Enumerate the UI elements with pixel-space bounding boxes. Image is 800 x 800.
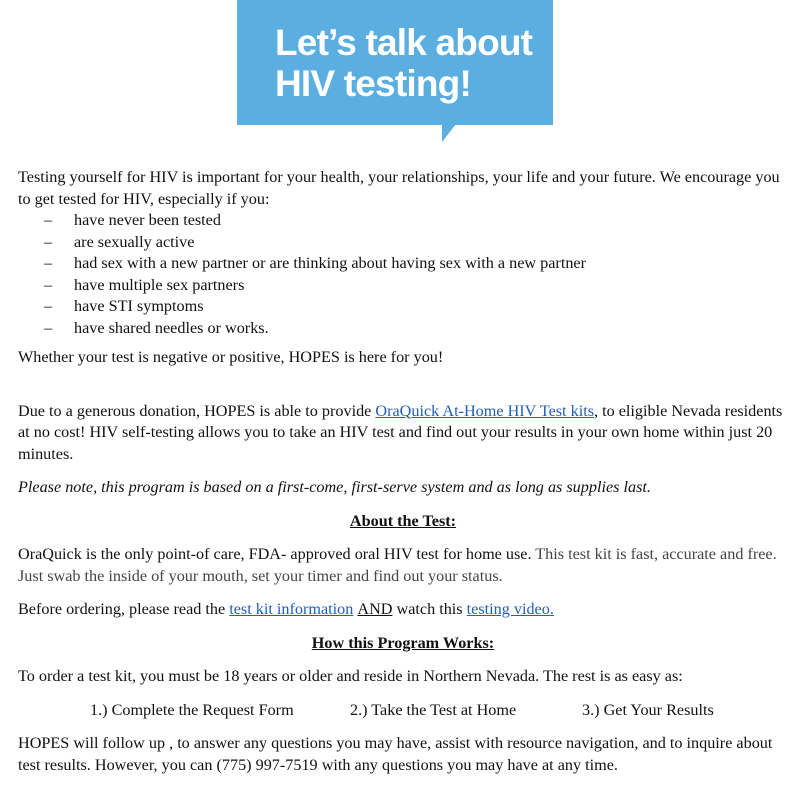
risk-list-item: – had sex with a new partner or are thinking about having sex with a new partner: [18, 253, 788, 275]
risk-list-item: – have multiple sex partners: [18, 275, 788, 297]
dash-bullet-icon: –: [44, 297, 53, 315]
support-statement: Whether your test is negative or positive, HOPES is here for you!: [18, 348, 444, 366]
oraquick-kits-link[interactable]: OraQuick At-Home HIV Test kits: [375, 401, 594, 420]
risk-list-item: – have shared needles or works.: [18, 318, 788, 340]
dash-bullet-icon: –: [44, 275, 53, 294]
banner-title-line-1: Let’s talk about: [275, 21, 533, 63]
risk-list-item: – are sexually active: [18, 232, 788, 254]
dash-bullet-icon: –: [44, 254, 53, 272]
risk-list: [18, 210, 788, 339]
banner-title-line-2: HIV testing!: [275, 62, 471, 104]
and-emphasis: AND: [357, 600, 393, 618]
step-get-results: 3.) Get Your Results: [582, 700, 714, 719]
banner-box: [237, 0, 553, 125]
dash-bullet-icon: –: [44, 232, 53, 251]
test-kit-information-link[interactable]: test kit information: [229, 600, 354, 618]
step-request-form: 1.) Complete the Request Form: [90, 700, 294, 719]
risk-list-item: – have never been tested: [18, 210, 788, 232]
speech-bubble-banner: [237, 0, 553, 145]
program-heading: How this Program Works:: [311, 633, 495, 652]
about-test-paragraph: OraQuick is the only point-of care, FDA- approved oral HIV test for home use. This test kit is fast, accurate and free. Just swab the inside of your mouth, set your timer and find out your status.: [18, 545, 777, 585]
donation-paragraph: Due to a generous donation, HOPES is able to provide OraQuick At-Home HIV Test kits, to eligible Nevada residents at no cost! HIV self-testing allows you to take an HIV test and find out your results in your own home within just 20 minutes.: [18, 401, 783, 463]
testing-video-link[interactable]: testing video.: [466, 600, 554, 618]
speech-bubble-tail-icon: [442, 124, 456, 142]
document-body: [18, 167, 788, 776]
dash-bullet-icon: –: [44, 318, 53, 337]
step-take-test: 2.) Take the Test at Home: [350, 700, 517, 719]
followup-paragraph: HOPES will follow up , to answer any questions you may have, assist with resource navigation, and to inquire about test results. However, you can (775) 997-7519 with any questions you may have at any time.: [18, 734, 773, 774]
program-note: Please note, this program is based on a first-come, first-serve system and as long as supplies last.: [18, 478, 651, 496]
risk-list-item: – have STI symptoms: [18, 296, 788, 318]
intro-paragraph: Testing yourself for HIV is important for your health, your relationships, your life and your future. We encourage you to get tested for HIV, especially if you:: [18, 168, 780, 208]
dash-bullet-icon: –: [44, 211, 53, 229]
program-steps: [18, 700, 788, 722]
before-ordering-paragraph: Before ordering, please read the test kit information AND watch this testing video.: [18, 600, 554, 618]
about-test-heading: About the Test:: [349, 511, 457, 530]
program-requirements: To order a test kit, you must be 18 years or older and reside in Northern Nevada. The rest is as easy as:: [18, 667, 683, 685]
